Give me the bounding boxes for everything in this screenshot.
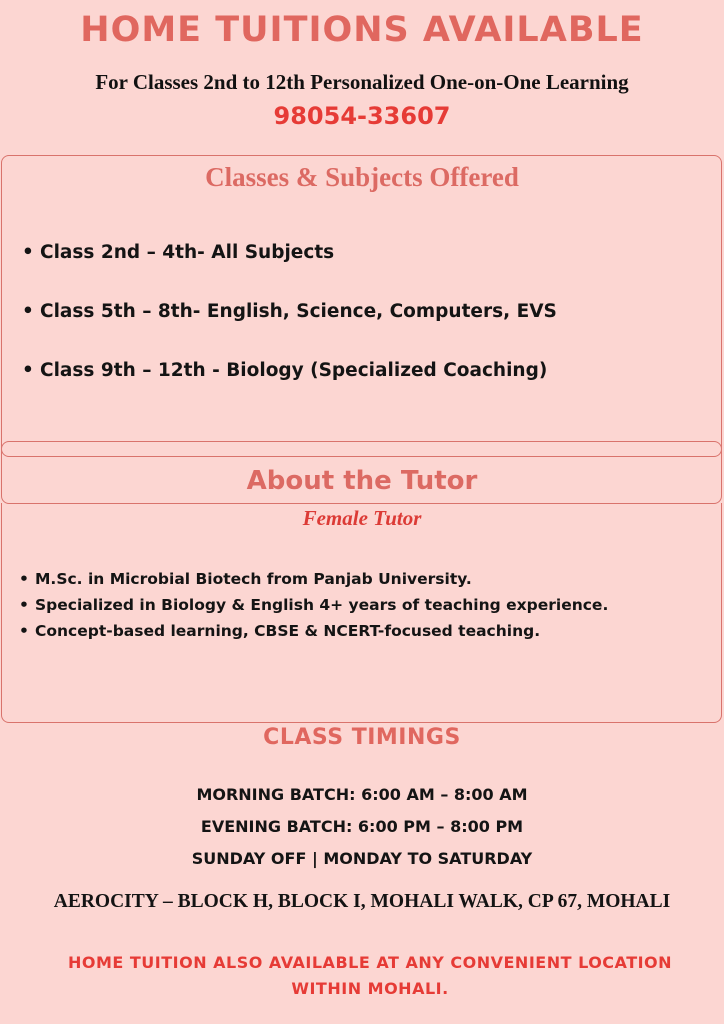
tutor-detail-text: Specialized in Biology & English 4+ years of teaching experience. <box>35 596 609 614</box>
footer-note: HOME TUITION ALSO AVAILABLE AT ANY CONVENIENT LOCATION WITHIN MOHALI. <box>67 953 673 998</box>
tutor-details-list <box>19 568 608 646</box>
bullet-icon: • <box>22 360 34 381</box>
phone-number: 98054-33607 <box>273 102 451 130</box>
tutor-detail-item <box>19 568 608 594</box>
bullet-icon: • <box>22 301 34 322</box>
about-heading: About the Tutor <box>246 466 478 496</box>
address: AEROCITY – BLOCK H, BLOCK I, MOHALI WALK, CP 67, MOHALI <box>53 891 671 912</box>
page-subtitle: For Classes 2nd to 12th Personalized One-on-One Learning <box>95 70 629 94</box>
tutor-detail-text: M.Sc. in Microbial Biotech from Panjab University. <box>35 570 472 588</box>
class-item <box>22 299 557 358</box>
schedule-days: SUNDAY OFF | MONDAY TO SATURDAY <box>191 849 533 868</box>
tutor-gender-label: Female Tutor <box>302 506 422 530</box>
class-item <box>22 358 557 417</box>
bullet-icon: • <box>19 622 29 640</box>
class-item-text: Class 5th – 8th- English, Science, Computers, EVS <box>40 301 557 322</box>
class-item-text: Class 9th – 12th - Biology (Specialized Coaching) <box>40 360 548 381</box>
timings-heading: CLASS TIMINGS <box>263 725 461 750</box>
classes-list <box>22 240 557 417</box>
bullet-icon: • <box>22 242 34 263</box>
tutor-detail-item <box>19 594 608 620</box>
class-item <box>22 240 557 299</box>
bullet-icon: • <box>19 596 29 614</box>
morning-batch: MORNING BATCH: 6:00 AM – 8:00 AM <box>196 785 528 804</box>
page-title: HOME TUITIONS AVAILABLE <box>80 10 644 50</box>
bullet-icon: • <box>19 570 29 588</box>
classes-heading: Classes & Subjects Offered <box>205 162 519 192</box>
tutor-detail-item <box>19 620 608 646</box>
evening-batch: EVENING BATCH: 6:00 PM – 8:00 PM <box>200 817 524 836</box>
tutor-detail-text: Concept-based learning, CBSE & NCERT-focused teaching. <box>35 622 541 640</box>
class-item-text: Class 2nd – 4th- All Subjects <box>40 242 335 263</box>
